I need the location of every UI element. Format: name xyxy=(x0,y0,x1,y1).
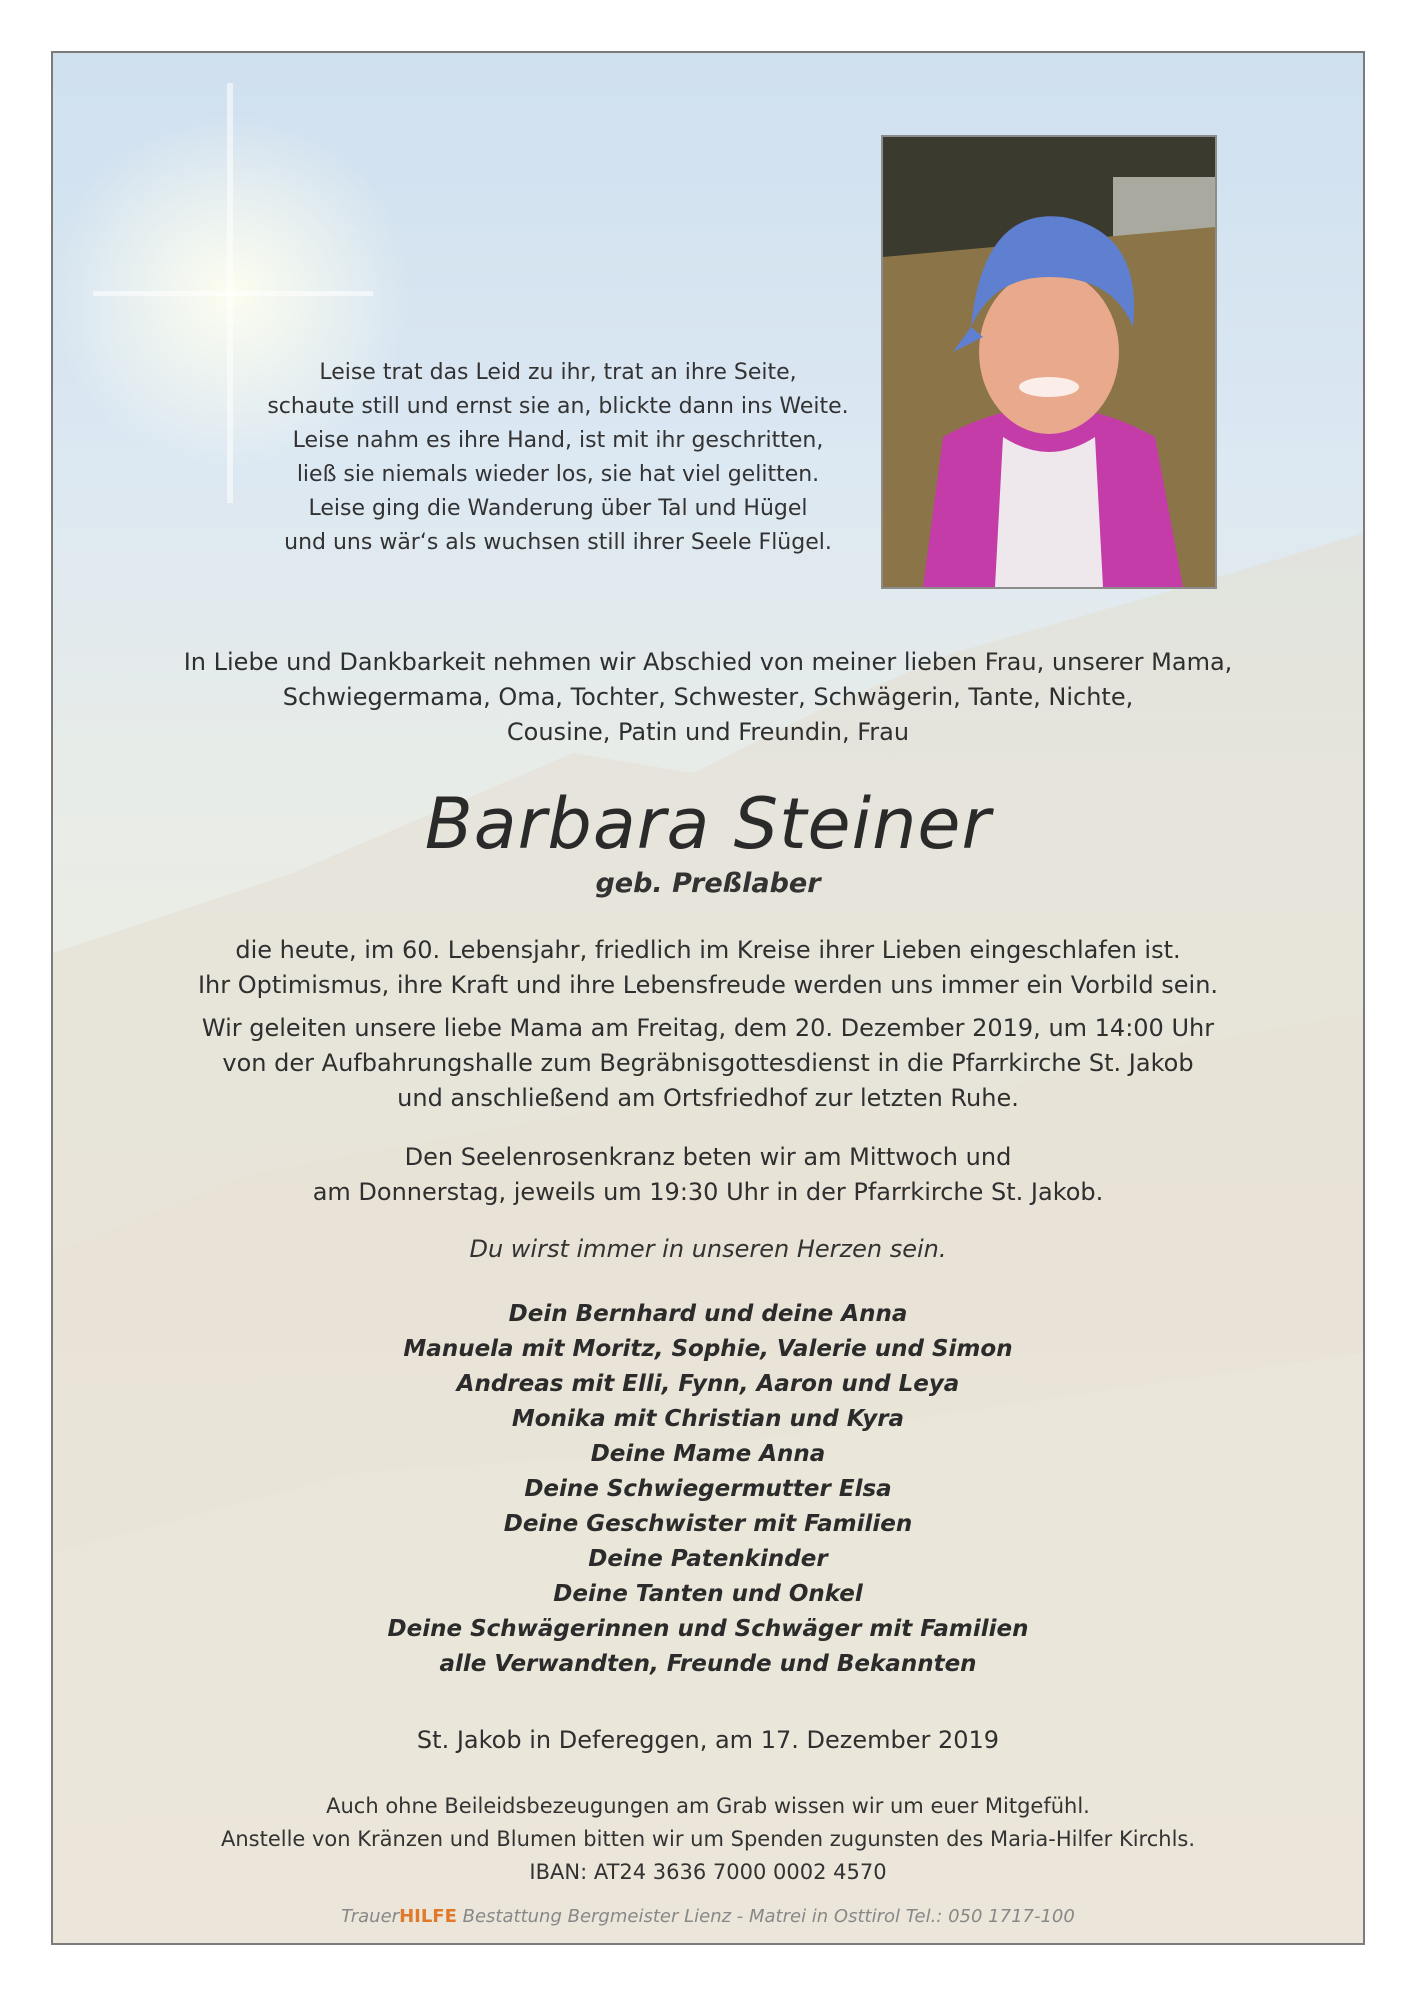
deceased-name: Barbara Steiner xyxy=(424,783,992,865)
footer-hilfe: HILFE xyxy=(399,1906,457,1927)
signer: Manuela mit Moritz, Sophie, Valerie und Simon xyxy=(403,1336,1013,1362)
signer: Deine Geschwister mit Familien xyxy=(503,1511,913,1537)
place-date: St. Jakob in Defereggen, am 17. Dezember 2019 xyxy=(416,1726,1000,1754)
note-line: IBAN: AT24 3636 7000 0002 4570 xyxy=(529,1860,887,1884)
footer-trauer: Trauer xyxy=(341,1906,400,1927)
passing-line: die heute, im 60. Lebensjahr, friedlich im Kreise ihrer Lieben eingeschlafen ist. xyxy=(235,936,1181,964)
signer: Dein Bernhard und deine Anna xyxy=(508,1301,908,1327)
funeral-line: von der Aufbahrungshalle zum Begräbnisgottesdienst in die Pfarrkirche St. Jakob xyxy=(222,1049,1194,1077)
footer-rest: Bestattung Bergmeister Lienz - Matrei in Osttirol Tel.: 050 1717-100 xyxy=(456,1906,1075,1927)
rosary-line: Den Seelenrosenkranz beten wir am Mittwoch und xyxy=(404,1143,1012,1171)
intro-line: In Liebe und Dankbarkeit nehmen wir Abschied von meiner lieben Frau, unserer Mama, xyxy=(183,648,1233,676)
rosary-text xyxy=(53,1140,1363,1210)
funeral-line: und anschließend am Ortsfriedhof zur letzten Ruhe. xyxy=(397,1084,1019,1112)
signer: Deine Schwiegermutter Elsa xyxy=(524,1476,892,1502)
signer: Deine Mame Anna xyxy=(590,1441,826,1467)
funeral-line: Wir geleiten unsere liebe Mama am Freitag, dem 20. Dezember 2019, um 14:00 Uhr xyxy=(201,1014,1215,1042)
footer-credit xyxy=(53,1906,1363,1927)
poem-line: Leise nahm es ihre Hand, ist mit ihr geschritten, xyxy=(292,428,824,453)
signer: alle Verwandten, Freunde und Bekannten xyxy=(439,1651,977,1677)
signer: Andreas mit Elli, Fynn, Aaron und Leya xyxy=(456,1371,960,1397)
intro-line: Cousine, Patin und Freundin, Frau xyxy=(506,718,910,746)
poem-line: ließ sie niemals wieder los, sie hat viel gelitten. xyxy=(296,462,820,487)
notes-text xyxy=(53,1790,1363,1889)
portrait-illustration xyxy=(883,137,1215,587)
poem-line: Leise ging die Wanderung über Tal und Hügel xyxy=(308,496,808,521)
intro-text xyxy=(53,645,1363,750)
signer: Monika mit Christian und Kyra xyxy=(511,1406,905,1432)
note-line: Anstelle von Kränzen und Blumen bitten wir um Spenden zugunsten des Maria-Hilfer Kirchls. xyxy=(220,1827,1196,1851)
funeral-text xyxy=(53,1011,1363,1116)
memorial-quote: Du wirst immer in unseren Herzen sein. xyxy=(469,1235,947,1263)
maiden-name: geb. Preßlaber xyxy=(595,868,821,899)
signers-list xyxy=(53,1297,1363,1682)
rosary-line: am Donnerstag, jeweils um 19:30 Uhr in der Pfarrkirche St. Jakob. xyxy=(312,1178,1104,1206)
poem-line: schaute still und ernst sie an, blickte dann ins Weite. xyxy=(267,394,849,419)
passing-line: Ihr Optimismus, ihre Kraft und ihre Lebensfreude werden uns immer ein Vorbild sein. xyxy=(197,971,1219,999)
poem-line: und uns wär‘s als wuchsen still ihrer Seele Flügel. xyxy=(284,530,832,555)
note-line: Auch ohne Beileidsbezeugungen am Grab wissen wir um euer Mitgefühl. xyxy=(326,1794,1090,1818)
intro-line: Schwiegermama, Oma, Tochter, Schwester, Schwägerin, Tante, Nichte, xyxy=(282,683,1134,711)
obituary-card xyxy=(51,51,1365,1945)
signer: Deine Schwägerinnen und Schwäger mit Familien xyxy=(387,1616,1029,1642)
passing-text xyxy=(53,933,1363,1003)
signer: Deine Patenkinder xyxy=(588,1546,828,1572)
poem xyxy=(238,356,878,560)
poem-line: Leise trat das Leid zu ihr, trat an ihre Seite, xyxy=(319,360,797,385)
portrait-photo xyxy=(881,135,1217,589)
signer: Deine Tanten und Onkel xyxy=(553,1581,863,1607)
